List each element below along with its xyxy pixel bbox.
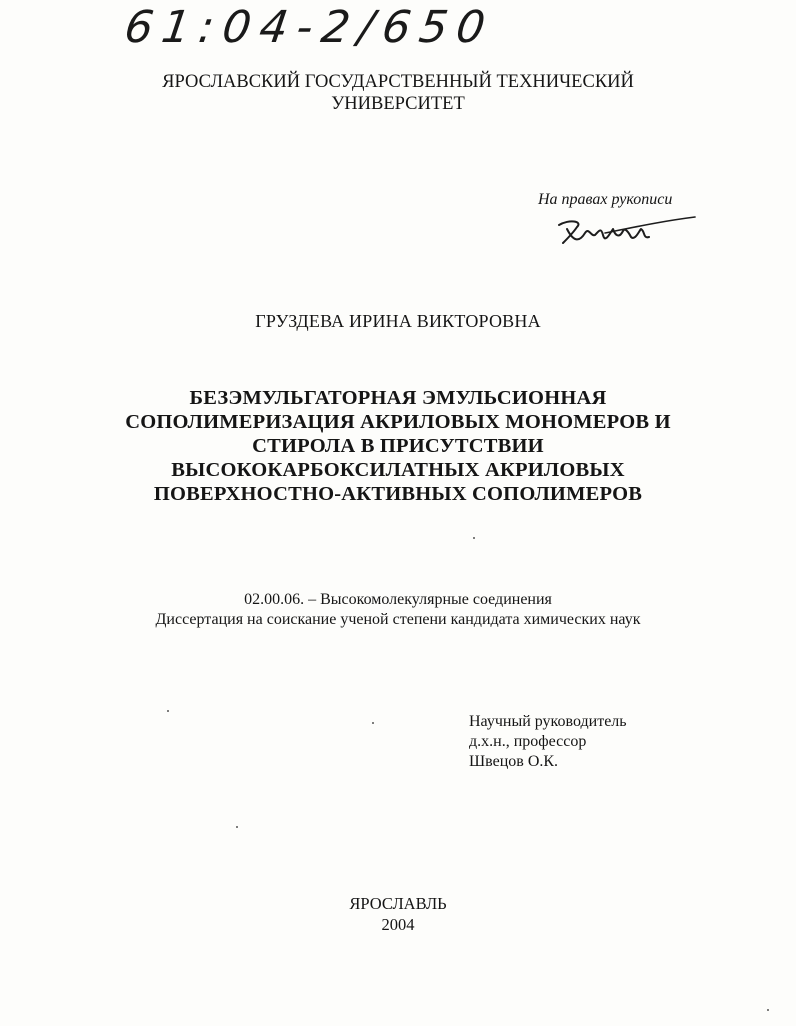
supervisor-label: Научный руководитель: [469, 713, 627, 730]
university-line-1: ЯРОСЛАВСКИЙ ГОСУДАРСТВЕННЫЙ ТЕХНИЧЕСКИЙ: [162, 72, 634, 92]
scan-speck: [372, 722, 374, 724]
signature: [545, 213, 700, 253]
scan-speck: [767, 1009, 769, 1011]
degree-statement: Диссертация на соискание ученой степени кандидата химических наук: [155, 611, 641, 628]
scan-speck: [236, 826, 238, 828]
title-line-4: ВЫСОКОКАРБОКСИЛАТНЫХ АКРИЛОВЫХ: [171, 459, 625, 481]
manuscript-rights-note: На правах рукописи: [538, 191, 673, 208]
city: ЯРОСЛАВЛЬ: [349, 894, 447, 913]
supervisor-rank: д.х.н., профессор: [469, 733, 587, 750]
specialty-block: [0, 590, 796, 630]
year: 2004: [381, 915, 415, 934]
title-line-1: БЕЗЭМУЛЬГАТОРНАЯ ЭМУЛЬСИОННАЯ: [189, 387, 607, 409]
university-name: [0, 71, 796, 115]
supervisor-name: Швецов О.К.: [469, 753, 559, 770]
specialty-code: 02.00.06. – Высокомолекулярные соединения: [244, 591, 552, 608]
title-line-5: ПОВЕРХНОСТНО-АКТИВНЫХ СОПОЛИМЕРОВ: [153, 483, 643, 505]
university-line-2: УНИВЕРСИТЕТ: [331, 94, 465, 114]
scan-speck: [167, 710, 169, 712]
scan-speck: [473, 537, 475, 539]
supervisor-block: [469, 712, 627, 772]
title-line-2: СОПОЛИМЕРИЗАЦИЯ АКРИЛОВЫХ МОНОМЕРОВ И: [125, 411, 671, 433]
handwritten-catalog-number: 61:04-2/650: [121, 2, 498, 53]
author-name: ГРУЗДЕВА ИРИНА ВИКТОРОВНА: [255, 311, 541, 331]
title-line-3: СТИРОЛА В ПРИСУТСТВИИ: [252, 435, 544, 457]
thesis-title: [0, 386, 796, 506]
place-year: [0, 893, 796, 935]
